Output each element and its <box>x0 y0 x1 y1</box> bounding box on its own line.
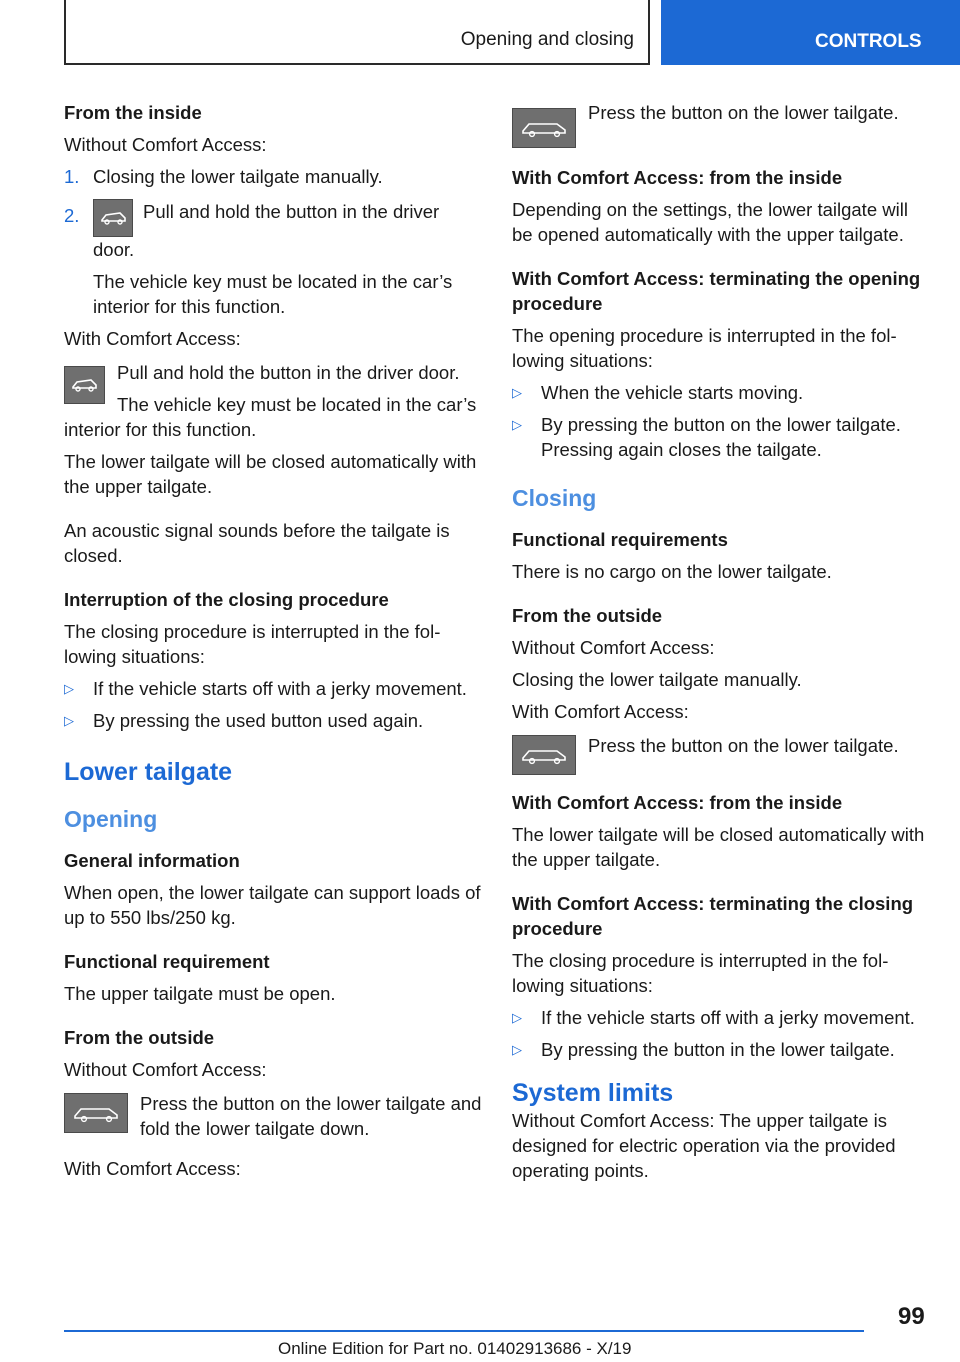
step-text: Pull and hold the button in the driver door. <box>93 201 440 260</box>
tailgate-close-icon <box>93 199 133 237</box>
system-limits-text: Without Comfort Access: The upper tailgate is designed for electric operation via the provided operating points. <box>512 1110 896 1181</box>
terminating-closing-text: The closing procedure is interrupted in the following situations: <box>512 950 889 996</box>
list-item <box>512 412 932 462</box>
heading-from-outside: From the outside <box>64 1027 215 1048</box>
general-information-text: When open, the lower tailgate can support loads of up to 550 lbs/250 kg. <box>64 882 481 928</box>
functional-requirement-text: The upper tailgate must be open. <box>64 983 336 1004</box>
step-1 <box>64 164 484 189</box>
list-item <box>64 708 484 733</box>
header-tab-label: CONTROLS <box>815 31 922 52</box>
with-comfort-access: With Comfort Access: <box>64 328 241 349</box>
heading-comfort-access-inside: With Comfort Access: from the inside <box>512 167 843 188</box>
step-2 <box>64 199 484 319</box>
without-comfort-access: Without Comfort Access: <box>512 637 715 658</box>
step-text: Closing the lower tailgate manually. <box>93 166 383 187</box>
lower-tailgate-icon <box>512 108 576 148</box>
instruction-text: Press the button on the lower tailgate. <box>588 102 899 123</box>
comfort-access-instruction <box>64 360 484 442</box>
press-fold-instruction <box>64 1091 484 1141</box>
without-comfort-access: Without Comfort Access: <box>64 1059 267 1080</box>
with-comfort-access: With Comfort Access: <box>512 701 689 722</box>
list-item-text: By pressing the button on the lower tailgate. Pressing again closes the tailgate. <box>541 414 901 460</box>
triangle-right-icon: ▷ <box>512 1042 522 1057</box>
step-number: 1. <box>64 166 80 187</box>
triangle-right-icon: ▷ <box>64 713 74 728</box>
tailgate-close-icon <box>64 366 105 404</box>
triangle-right-icon: ▷ <box>512 417 522 432</box>
comfort-access-inside-text: The lower tailgate will be closed automatically with the upper tailgate. <box>512 824 925 870</box>
header-tab-controls[interactable] <box>661 0 960 65</box>
heading-functional-requirements: Functional requirements <box>512 529 728 550</box>
triangle-right-icon: ▷ <box>64 681 74 696</box>
list-item <box>64 676 484 701</box>
heading-interruption: Interruption of the closing procedure <box>64 589 389 610</box>
terminating-opening-text: The opening procedure is interrupted in the following situations: <box>512 325 897 371</box>
acoustic-signal-text: An acoustic signal sounds before the tailgate is closed. <box>64 520 450 566</box>
list-item-text: By pressing the used button used again. <box>93 710 424 731</box>
triangle-right-icon: ▷ <box>512 385 522 400</box>
auto-close-text: The lower tailgate will be closed automatically with the upper tailgate. <box>64 451 477 497</box>
functional-requirements-text: There is no cargo on the lower tailgate. <box>512 561 832 582</box>
heading-closing: Closing <box>512 485 597 511</box>
heading-from-outside: From the outside <box>512 605 663 626</box>
heading-comfort-access-inside: With Comfort Access: from the inside <box>512 792 843 813</box>
heading-from-inside: From the inside <box>64 102 202 123</box>
header-section-box <box>64 0 650 65</box>
with-comfort-access: With Comfort Access: <box>64 1158 241 1179</box>
lower-tailgate-icon <box>64 1093 128 1133</box>
press-button-instruction <box>512 100 932 148</box>
without-comfort-access: Without Comfort Access: <box>64 134 267 155</box>
list-item-text: By pressing the button in the lower tailgate. <box>541 1039 895 1060</box>
triangle-right-icon: ▷ <box>512 1010 522 1025</box>
close-manually-text: Closing the lower tailgate manually. <box>512 669 802 690</box>
interruption-text: The closing procedure is interrupted in the following situations: <box>64 621 441 667</box>
heading-lower-tailgate: Lower tailgate <box>64 758 233 786</box>
list-item <box>512 1037 932 1062</box>
heading-functional-requirement: Functional requirement <box>64 951 270 972</box>
instruction-note: The vehicle key must be located in the car’s interior for this function. <box>64 394 477 440</box>
list-item-text: If the vehicle starts off with a jerky movement. <box>541 1007 915 1028</box>
heading-general-information: General information <box>64 850 240 871</box>
instruction-text: Pull and hold the button in the driver door. <box>117 362 460 383</box>
list-item <box>512 1005 932 1030</box>
heading-terminating-opening: With Comfort Access: terminating the opening procedure <box>512 268 921 314</box>
heading-opening: Opening <box>64 806 158 832</box>
header-section-title: Opening and closing <box>460 29 634 50</box>
instruction-text: Press the button on the lower tailgate and fold the lower tailgate down. <box>140 1093 482 1139</box>
heading-system-limits: System limits <box>512 1079 674 1107</box>
page-number: 99 <box>898 1303 925 1330</box>
lower-tailgate-icon <box>512 735 576 775</box>
comfort-access-inside-text: Depending on the settings, the lower tailgate will be opened automatically with the upper tailgate. <box>512 199 908 245</box>
heading-terminating-closing: With Comfort Access: terminating the closing procedure <box>512 893 914 939</box>
list-item <box>512 380 932 405</box>
step-number: 2. <box>64 205 80 226</box>
step-note: The vehicle key must be located in the car’s interior for this function. <box>93 271 453 317</box>
list-item-text: If the vehicle starts off with a jerky movement. <box>93 678 467 699</box>
right-column <box>512 100 932 1183</box>
instruction-text: Press the button on the lower tailgate. <box>588 735 899 756</box>
footer-divider <box>64 1330 864 1332</box>
press-button-instruction <box>512 733 932 775</box>
footer-edition: Online Edition for Part no. 01402913686 - X/19 <box>278 1339 632 1358</box>
left-column <box>64 100 484 1181</box>
list-item-text: When the vehicle starts moving. <box>541 382 804 403</box>
